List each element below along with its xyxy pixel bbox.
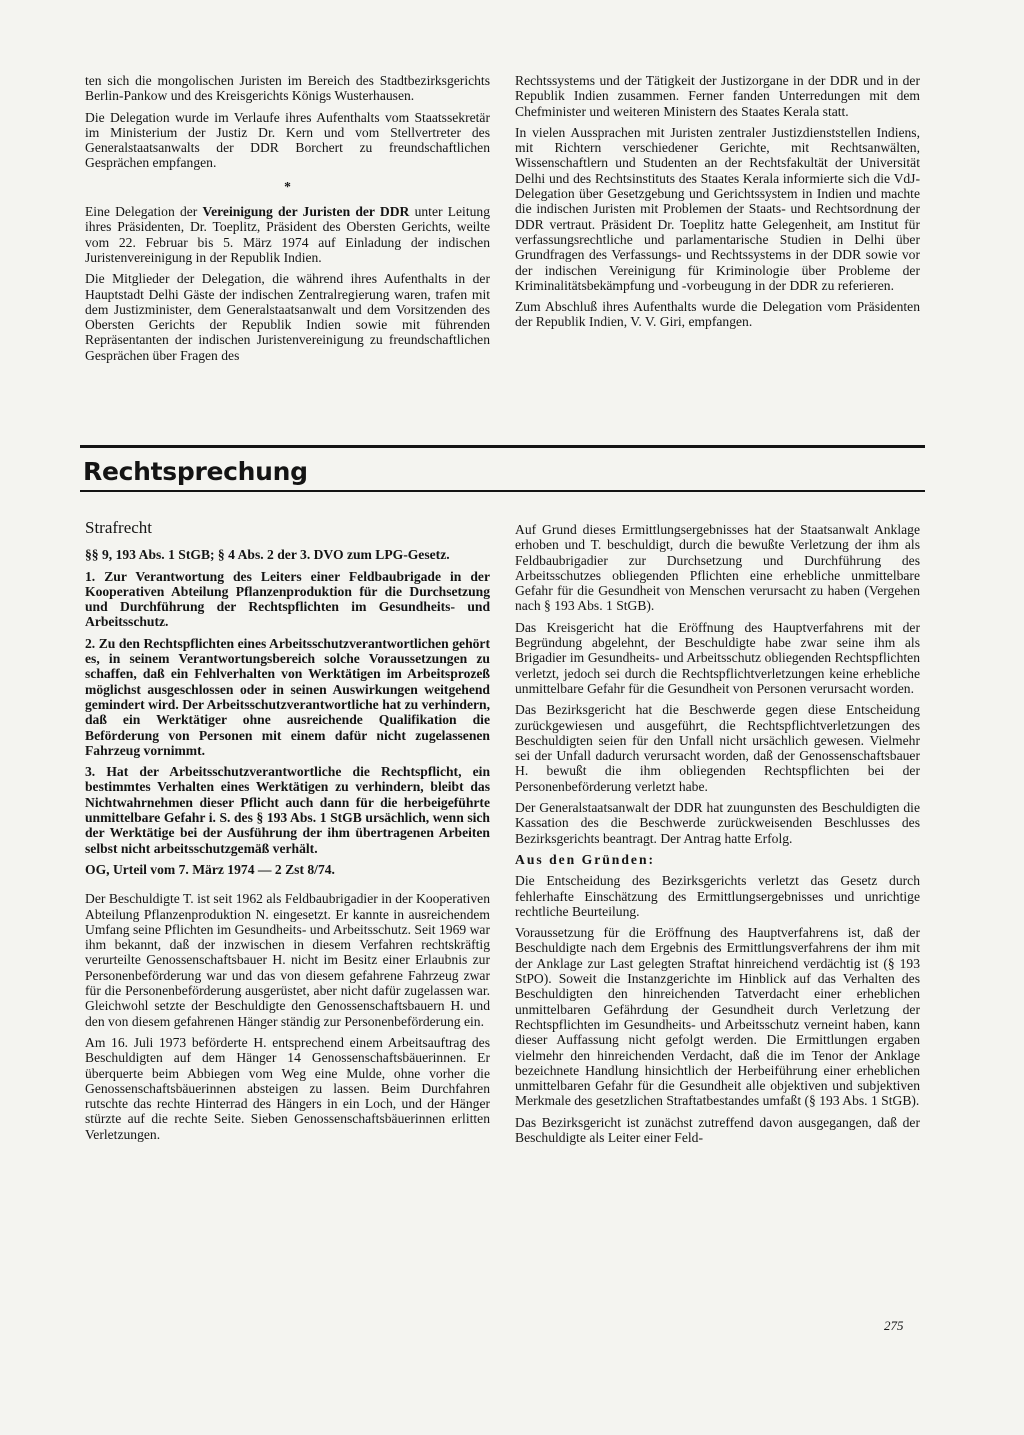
bottom-left-column: [85, 520, 490, 1148]
legal-norms: §§ 9, 193 Abs. 1 StGB; § 4 Abs. 2 der 3. DVO zum LPG-Gesetz.: [85, 547, 450, 563]
bottom-right-column: [515, 522, 920, 1151]
reasons-heading: Aus den Gründen:: [515, 851, 656, 867]
text-run: Eine Delegation der: [85, 204, 203, 220]
text-run: unter Leitung ihres Präsidenten, Dr. Toeplitz, Präsident des Obersten Gerichts, weilte vom 22. Februar bis 5. März 1974 auf Einladung der indischen Juristenvereinigung in der Republik Indien.: [85, 204, 490, 265]
paragraph: In vielen Aussprachen mit Juristen zentraler Justizdienststellen Indiens, mit Richtern verschiedener Gerichte, mit Rechtsanwälten, Wissenschaftlern und Studenten an der Rechtsfakultät der Universität Delhi und des Rechtsinstituts des Staates Kerala informierte sich die VdJ-Delegation über Gesetzgebung und Gerichtssystem in Indien und machte die indischen Juristen mit Problemen der Staats- und Rechtsordnung der DDR vertraut. Präsident Dr. Toeplitz hatte Gelegenheit, am Institut für verfassungsrechtliche und parlamentarische Studien in Delhi über Grundfragen des Verfassungs- und Rechtssystems in der DDR sowie vor der indischen Vereinigung für Kriminologie über Probleme der Kriminalitätsbekämpfung und -vorbeugung in der DDR zu referieren.: [515, 124, 920, 293]
headnote: 3. Hat der Arbeitsschutzverantwortliche die Rechtspflicht, ein bestimmtes Verhalten eines Werktätigen zu verhindern, bleibt das Nichtwahrnehmen dieser Pflicht auch dann für die herbeigeführte unmittelbare Gefahr i. S. des § 193 Abs. 1 StGB ursächlich, wenn sich der Werktätige bei der Ausführung der ihm übertragenen Arbeiten selbst nicht arbeitsschutzgemäß verhält.: [85, 764, 490, 856]
organization-name: Vereinigung der Juristen der DDR: [202, 204, 410, 220]
headnote: 1. Zur Verantwortung des Leiters einer Feldbaubrigade in der Kooperativen Abteilung Pflanzenproduktion für die Durchsetzung und Durchführung der Rechtspflichten im Gesundheits- und Arbeitsschutz.: [85, 568, 490, 630]
paragraph: Der Beschuldigte T. ist seit 1962 als Feldbaubrigadier in der Kooperativen Abteilung Pflanzenproduktion N. eingesetzt. Er kannte in ausreichendem Umfang seine Pflichten im Gesundheits- und Arbeitsschutz. Seit 1969 war ihm bekannt, daß der inzwischen in diesem Verfahren rechtskräftig verurteilte Genossenschaftsbauer H. nicht im Besitz einer Erlaubnis zur Personenbeförderung war und das von diesem gefahrene Fahrzeug zwar für die Personenbeförderung ausgerüstet, aber nicht dafür zugelassen war. Gleichwohl setzte der Beschuldigte den Genossenschaftsbauern H. und den von diesem gefahrenen Hänger ständig zur Personenbeförderung ein.: [85, 891, 490, 1029]
paragraph: Das Kreisgericht hat die Eröffnung des Hauptverfahrens mit der Begründung abgelehnt, der Beschuldigte habe zwar seine ihm als Brigadier im Gesundheits- und Arbeitsschutz obliegenden Rechtspflichten verletzt, jedoch sei durch die Rechtspflichtverletzungen keine erhebliche unmittelbare Gefahr für die Gesundheit von Personen verursacht worden.: [515, 619, 920, 696]
subsection-title: Strafrecht: [85, 518, 153, 537]
top-left-column: [85, 73, 490, 369]
paragraph: Das Bezirksgericht ist zunächst zutreffend davon ausgegangen, daß der Beschuldigte als Leiter einer Feld-: [515, 1114, 920, 1145]
paragraph: Das Bezirksgericht hat die Beschwerde gegen diese Entscheidung zurückgewiesen und ausgeführt, die Rechtspflichtverletzungen des Beschuldigten seien für den Unfall nicht ursächlich gewesen. Vielmehr sei der Unfall dadurch verursacht worden, daß der Genossenschaftsbauer H. bewußt die ihm obliegenden Rechtspflichten bei der Personenbeförderung verletzt habe.: [515, 702, 920, 794]
paragraph: Die Delegation wurde im Verlaufe ihres Aufenthalts vom Staatssekretär im Ministerium der Justiz Dr. Kern und vom Stellvertreter des Generalstaatsanwalts der DDR Borchert zu freundschaftlichen Gesprächen empfangen.: [85, 109, 490, 171]
paragraph: [85, 204, 490, 265]
case-citation: OG, Urteil vom 7. März 1974 — 2 Zst 8/74.: [85, 861, 335, 877]
paragraph: Die Mitglieder der Delegation, die während ihres Aufenthalts in der Hauptstadt Delhi Gäste der indischen Zentralregierung waren, trafen mit dem Justizminister, dem Generalstaatsanwalt und dem Vorsitzenden des Obersten Gerichts der Republik Indien sowie mit führenden Repräsentanten der indischen Juristenvereinigung zu freundschaftlichen Gesprächen über Fragen des: [85, 271, 490, 363]
paragraph: Der Generalstaatsanwalt der DDR hat zuungunsten des Beschuldigten die Kassation des die Beschwerde zurückweisenden Beschlusses des Bezirksgerichts beantragt. Der Antrag hatte Erfolg.: [515, 800, 920, 846]
section-rule-top: [80, 445, 925, 448]
page-number: 275: [884, 1318, 904, 1333]
separator-star: *: [284, 178, 291, 194]
paragraph: ten sich die mongolischen Juristen im Bereich des Stadtbezirksgerichts Berlin-Pankow und des Kreisgerichts Königs Wusterhausen.: [85, 73, 490, 104]
section-title: Rechtsprechung: [83, 457, 308, 486]
paragraph: Rechtssystems und der Tätigkeit der Justizorgane in der DDR und in der Republik Indien zusammen. Ferner fanden Unterredungen mit dem Chefminister und weiteren Ministern des Staates Kerala statt.: [515, 73, 920, 119]
top-right-column: [515, 73, 920, 336]
paragraph: Am 16. Juli 1973 beförderte H. entsprechend einem Arbeitsauftrag des Beschuldigten auf dem Hänger 14 Genossenschaftsbäuerinnen. Er überquerte beim Abbiegen vom Weg eine Mulde, ohne vorher die Genossenschaftsbäuerinnen absteigen zu lassen. Beim Durchfahren rutschte das rechte Hinterrad des Hängers in ein Loch, und der Hänger stürzte auf die rechte Seite. Sieben Genossenschaftsbäuerinnen erlitten Verletzungen.: [85, 1034, 490, 1142]
paragraph: Die Entscheidung des Bezirksgerichts verletzt das Gesetz durch fehlerhafte Einschätzung des Ermittlungsergebnisses und unrichtige rechtliche Beurteilung.: [515, 873, 920, 919]
section-rule-bottom: [80, 490, 925, 492]
paragraph: Zum Abschluß ihres Aufenthalts wurde die Delegation vom Präsidenten der Republik Indien, V. V. Giri, empfangen.: [515, 299, 920, 330]
paragraph: Auf Grund dieses Ermittlungsergebnisses hat der Staatsanwalt Anklage erhoben und T. beschuldigt, durch die bewußte Verletzung der ihm als Feldbaubrigadier zur Durchsetzung und Durchführung des Arbeitsschutzes obliegenden Pflichten eine erhebliche unmittelbare Gefahr für die Gesundheit von Menschen verursacht zu haben (Vergehen nach § 193 Abs. 1 StGB).: [515, 522, 920, 614]
paragraph: Voraussetzung für die Eröffnung des Hauptverfahrens ist, daß der Beschuldigte nach dem Ergebnis des Ermittlungsverfahrens der ihm mit der Anklage zur Last gelegten Straftat hinreichend verdächtig ist (§ 193 StPO). Soweit die Instanzgerichte im Hinblick auf das Verhalten des Beschuldigten den hinreichenden Tatverdacht einer erheblichen unmittelbaren Gefährdung der Gesundheit durch Verletzung der Rechtspflichten im Gesundheits- und Arbeitsschutz verneint haben, kann dieser Auffassung nicht gefolgt werden. Die Ermittlungen ergaben vielmehr den hinreichenden Verdacht, daß die im Tenor der Anklage bezeichnete Handlung hinsichtlich der Herbeiführung einer erheblichen unmittelbaren Gefahr für die Gesundheit alle objektiven und subjektiven Merkmale des gesetzlichen Straftatbestandes umfaßt (§ 193 Abs. 1 StGB).: [515, 925, 920, 1109]
headnote: 2. Zu den Rechtspflichten eines Arbeitsschutzverantwortlichen gehört es, in seinem Verantwortungsbereich solche Voraussetzungen zu schaffen, daß ein Fehlverhalten von Werktätigen im Arbeitsprozeß möglichst ausgeschlossen oder in seinen Auswirkungen weitgehend gemindert wird. Der Arbeitsschutzverantwortliche hat zu verhindern, daß ein Werktätiger ohne ausreichende Qualifikation die Beförderung von Personen mit einem dafür nicht zugelassenen Fahrzeug vornimmt.: [85, 635, 490, 758]
